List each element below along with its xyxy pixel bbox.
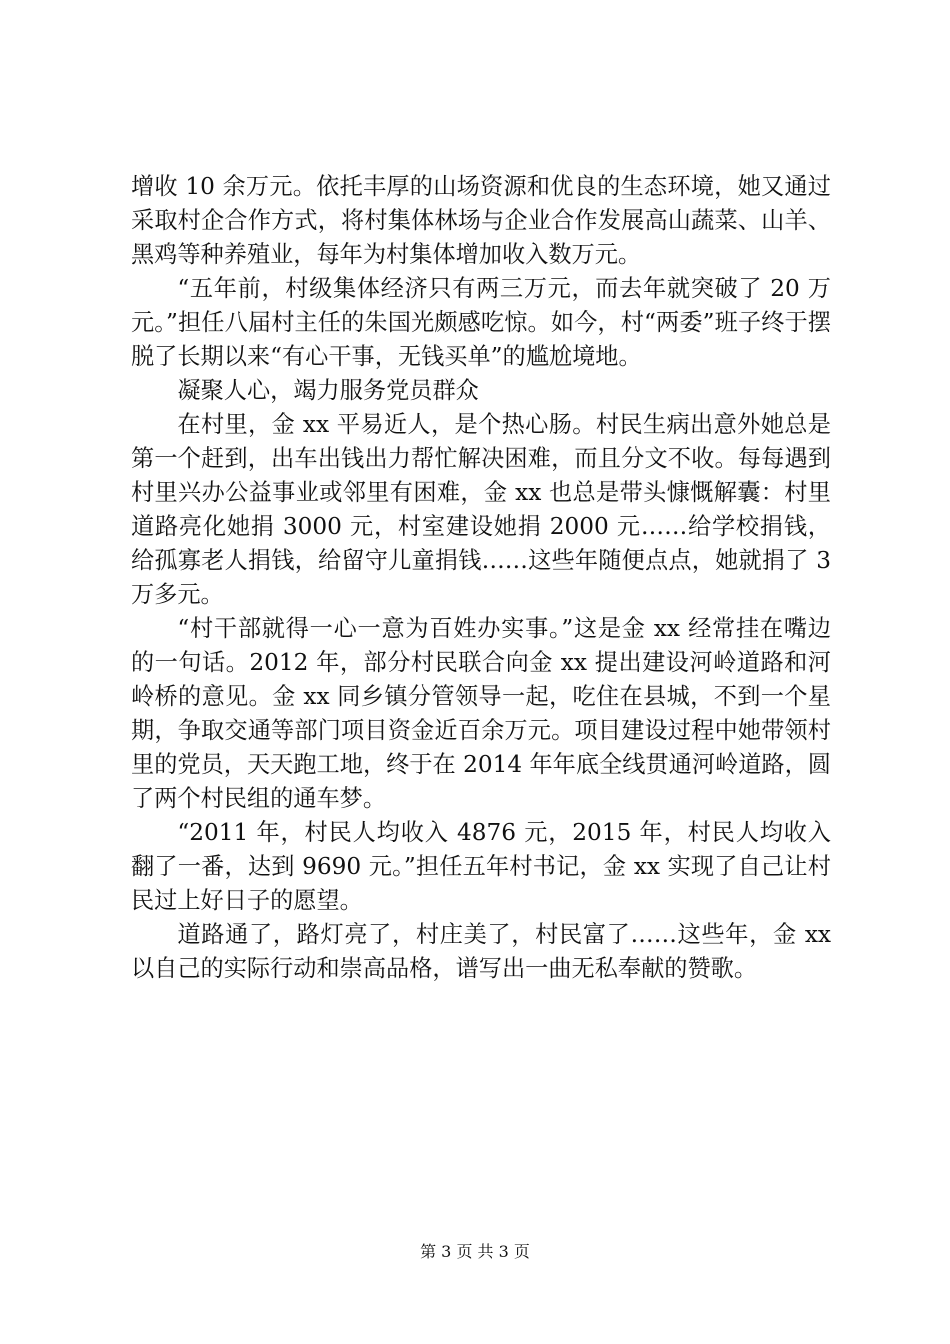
- paragraph-1: 增收 10 余万元。依托丰厚的山场资源和优良的生态环境，她又通过采取村企合作方式，将村集体林场与企业合作发展高山蔬菜、山羊、黑鸡等种养殖业，每年为村集体增加收入数万元。: [131, 173, 831, 268]
- paragraph-2: “五年前，村级集体经济只有两三万元，而去年就突破了 20 万元。”担任八届村主任的朱国光颇感吃惊。如今，村“两委”班子终于摆脱了长期以来“有心干事，无钱买单”的尴尬境地。: [131, 275, 831, 370]
- paragraph-6: “2011 年，村民人均收入 4876 元，2015 年，村民人均收入翻了一番，达到 9690 元。”担任五年村书记，金 xx 实现了自己让村民过上好日子的愿望。: [131, 819, 831, 914]
- page-footer: 第 3 页 共 3 页: [420, 1242, 530, 1261]
- paragraph-4: 在村里，金 xx 平易近人，是个热心肠。村民生病出意外她总是第一个赶到，出车出钱出力帮忙解决困难，而且分文不收。每每遇到村里兴办公益事业或邻里有困难，金 xx 也总是带头慷慨解囊：村里道路亮化她捐 3000 元，村室建设她捐 2000 元……给学校捐钱，给孤寡老人捐钱，给留守儿童捐钱……这些年随便点点，她就捐了 3 万多元。: [131, 411, 831, 608]
- paragraph-5: “村干部就得一心一意为百姓办实事。”这是金 xx 经常挂在嘴边的一句话。2012 年，部分村民联合向金 xx 提出建设河岭道路和河岭桥的意见。金 xx 同乡镇分管领导一起，吃住在县城，不到一个星期，争取交通等部门项目资金近百余万元。项目建设过程中她带领村里的党员，天天跑工地，终于在 2014 年年底全线贯通河岭道路，圆了两个村民组的通车梦。: [131, 615, 831, 812]
- document-body: [131, 170, 831, 986]
- section-heading: 凝聚人心，竭力服务党员群众: [177, 377, 479, 404]
- paragraph-7: 道路通了，路灯亮了，村庄美了，村民富了……这些年，金 xx 以自己的实际行动和崇高品格，谱写出一曲无私奉献的赞歌。: [131, 921, 831, 982]
